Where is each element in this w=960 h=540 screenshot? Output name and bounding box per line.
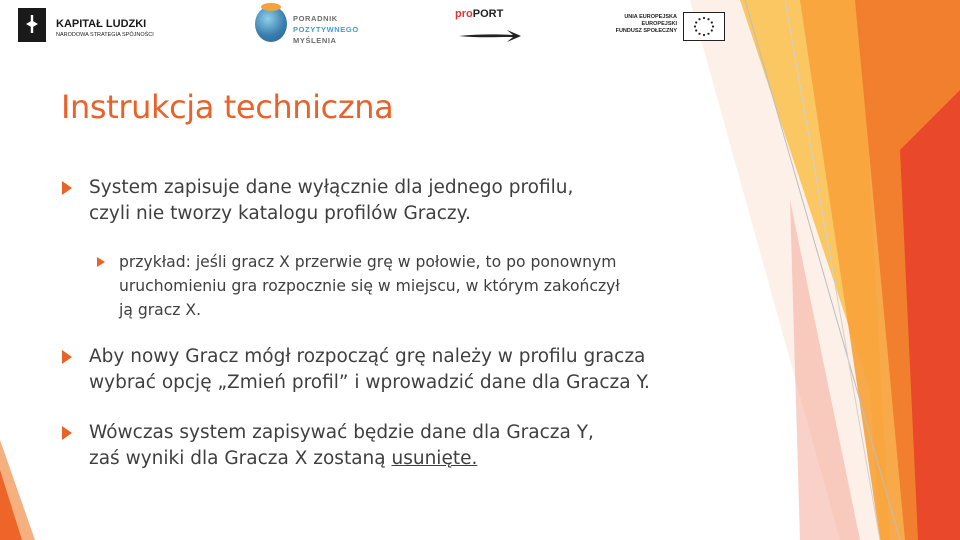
bullet-arrow-icon (97, 257, 105, 267)
bullet-text (119, 250, 620, 322)
bullet-item (62, 420, 742, 472)
bullet-arrow-icon (62, 426, 72, 440)
underlined-word: usunięte. (391, 447, 478, 469)
bullet-item (62, 175, 662, 227)
bullet-line-lead: zaś wyniki dla Gracza X zostaną (89, 447, 392, 469)
kapital-ludzki-name: KAPITAŁ LUDZKI (56, 18, 147, 30)
logo-bar (0, 0, 960, 60)
bullet-line: Wówczas system zapisywać będzie dane dla Gracza Y, (89, 422, 594, 443)
slide-title: Instrukcja techniczna (61, 88, 394, 126)
eu-line2: EUROPEJSKI (641, 21, 677, 27)
eu-logo (605, 12, 725, 42)
arrow-swoosh-icon (457, 24, 523, 44)
bullet-line: Aby nowy Gracz mógł rozpocząć grę należy w profilu gracza (89, 346, 646, 367)
proport-wordmark (455, 8, 503, 20)
proport-logo (455, 8, 535, 44)
bullet-text (89, 344, 650, 395)
kapital-ludzki-logo (18, 8, 158, 44)
bullet-text (89, 420, 594, 471)
eu-line1: UNIA EUROPEJSKA (624, 14, 677, 20)
eu-flag-icon (683, 12, 725, 41)
bullet-arrow-icon (62, 181, 72, 195)
bullet-line: System zapisuje dane wyłącznie dla jednego profilu, (89, 177, 574, 198)
globe-icon (255, 6, 287, 42)
bullet-line: czyli nie tworzy katalogu profilów Graczy. (89, 202, 471, 224)
sub-bullet-item (97, 250, 737, 322)
poradnik-line2: POZYTYWNEGO (293, 25, 359, 34)
poradnik-line1: PORADNIK (293, 14, 338, 23)
eu-text (616, 14, 677, 35)
bullet-line: wybrać opcję „Zmień profil” i wprowadzić dane dla Gracza Y. (89, 371, 650, 393)
facet-bottom-left-light (0, 440, 35, 540)
proport-port: PORT (472, 8, 504, 20)
poradnik-line3: MYŚLENIA (293, 36, 337, 45)
bullet-arrow-icon (62, 350, 72, 364)
bullet-text (89, 175, 573, 226)
eu-line3: FUNDUSZ SPOŁECZNY (615, 28, 677, 34)
bullet-line: uruchomieniu gra rozpocznie się w miejscu, w którym zakończył (119, 277, 620, 295)
bullet-line: ją gracz X. (119, 301, 202, 319)
kapital-ludzki-subtitle: NARODOWA STRATEGIA SPÓJNOŚCI (56, 32, 154, 38)
bullet-item (62, 344, 742, 396)
poradnik-logo (255, 6, 375, 46)
kapital-ludzki-mark-icon (18, 8, 46, 42)
bullet-line: przykład: jeśli gracz X przerwie grę w połowie, to po ponownym (119, 253, 617, 271)
proport-pro: pro (455, 8, 473, 20)
bullet-line-with-underline (89, 446, 594, 472)
